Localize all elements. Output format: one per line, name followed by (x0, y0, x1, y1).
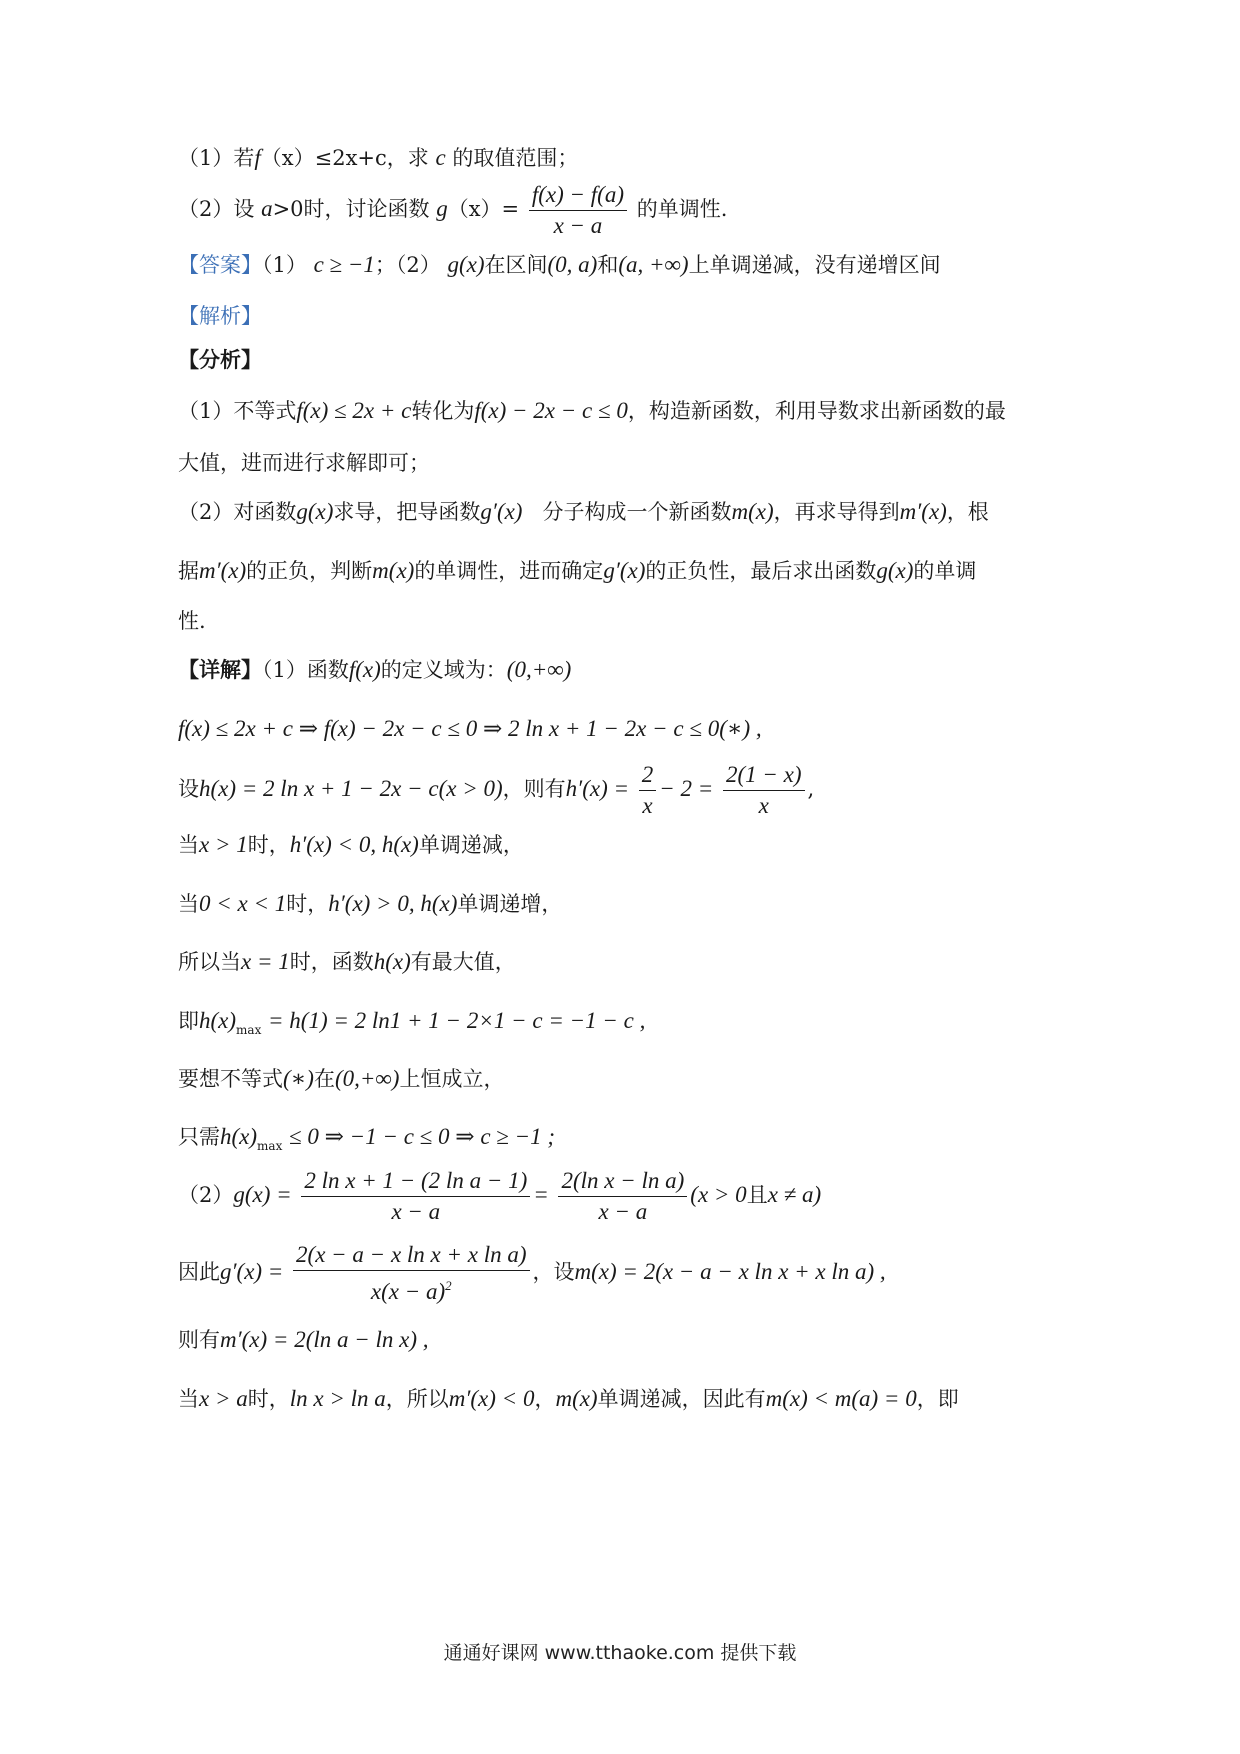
question-1: （1）若f（x）≤2x+c，求 c 的取值范围； (178, 145, 579, 170)
h-prime-fraction-1: $\frac{2}{x}$ (639, 760, 657, 821)
g-definition-fraction: $\frac{f(x) - f(a)}{x - a}$ (529, 180, 627, 241)
step-9: （2）g(x) = $\frac{\text{2 ln x + 1 − (2 ln a − 1)}}{x - a}$ = $\frac{\text{2(ln x − ln a)}}{x - a}$ (x > 0且x ≠ a) (178, 1166, 1078, 1227)
analysis-tag: 【解析】 (178, 304, 262, 328)
fenxi-2-line-3: 性. (178, 609, 206, 633)
step-2: 设h(x) = 2 ln x + 1 − 2x − c(x > 0)，则有h′(x) = $\frac{2}{x}$ − 2 = $\frac{2(1 - x)}{x}$ , (178, 760, 1078, 821)
step-8: 只需$h(x)_{max} \le 0$ ⇒ −1 − c ≤ 0 ⇒ c ≥ −1 ; (178, 1124, 556, 1153)
detail-tag: 【详解】 (178, 657, 262, 682)
answer-line: 【答案】（1） c ≥ −1；（2） g(x)在区间(0, a)和(a, +∞)上单调递减，没有递增区间 (178, 252, 941, 277)
step-12: 当x > a时，ln x > ln a，所以m′(x) < 0，m(x)单调递减，因此有m(x) < m(a) = 0，即 (178, 1386, 959, 1411)
g-fraction-1: $\frac{\text{2 ln x + 1 − (2 ln a − 1)}}{x - a}$ (301, 1166, 530, 1227)
fenxi-2-line-2: 据m′(x)的正负，判断m(x)的单调性，进而确定g′(x)的正负性，最后求出函数g(x)的单调 (178, 558, 977, 583)
step-11: 则有m′(x) = 2(ln a − ln x) , (178, 1327, 429, 1352)
step-3: 当x > 1时，h′(x) < 0, h(x)单调递减， (178, 832, 524, 857)
page-footer: 通通好课网 www.tthaoke.com 提供下载 (443, 1642, 797, 1664)
step-10: 因此g′(x) = $\frac{\text{2(x − a − x ln x + x ln a)}}{x(x - a)^2}$ ，设m(x) = 2(x − a − x ln x + x ln a) , (178, 1240, 1078, 1307)
question-2: （2）设 a>0时，讨论函数 g（x）= $\frac{f(x) - f(a)}{x - a}$ 的单调性. (178, 180, 1078, 241)
fenxi-1-line-1: （1）不等式f(x) ≤ 2x + c转化为f(x) − 2x − c ≤ 0，构造新函数，利用导数求出新函数的最 (178, 398, 1006, 423)
step-7: 要想不等式(∗)在(0,+∞)上恒成立， (178, 1066, 505, 1091)
detail-line: 【详解】（1）函数f(x)的定义域为：(0,+∞) (178, 657, 572, 682)
step-4: 当0 < x < 1时，h′(x) > 0, h(x)单调递增， (178, 891, 563, 916)
answer-tag: 【答案】 (178, 253, 262, 277)
fenxi-1-line-2: 大值，进而进行求解即可； (178, 451, 430, 475)
step-1: f(x) ≤ 2x + c ⇒ f(x) − 2x − c ≤ 0 ⇒ 2 ln x + 1 − 2x − c ≤ 0(∗) , (178, 716, 762, 741)
h-prime-fraction-2: $\frac{2(1 - x)}{x}$ (723, 760, 805, 821)
fenxi-tag: 【分析】 (178, 347, 262, 372)
g-fraction-2: $\frac{\text{2(ln x − ln a)}}{x - a}$ (558, 1166, 687, 1227)
fenxi-tag-line (178, 345, 1078, 375)
step-5: 所以当x = 1时，函数h(x)有最大值， (178, 949, 516, 974)
step-6: 即$h(x)_{max} = h(1) = 2$ ln1 + 1 − 2×1 − c = −1 − c , (178, 1008, 646, 1037)
g-prime-fraction: $\frac{\text{2(x − a − x ln x + x ln a)}}{x(x - a)^2}$ (293, 1240, 530, 1307)
fenxi-2-line-1: （2）对函数g(x)求导，把导函数g′(x) 分子构成一个新函数m(x)，再求导得到m′(x)，根 (178, 499, 989, 524)
analysis-tag-line (178, 301, 1078, 331)
